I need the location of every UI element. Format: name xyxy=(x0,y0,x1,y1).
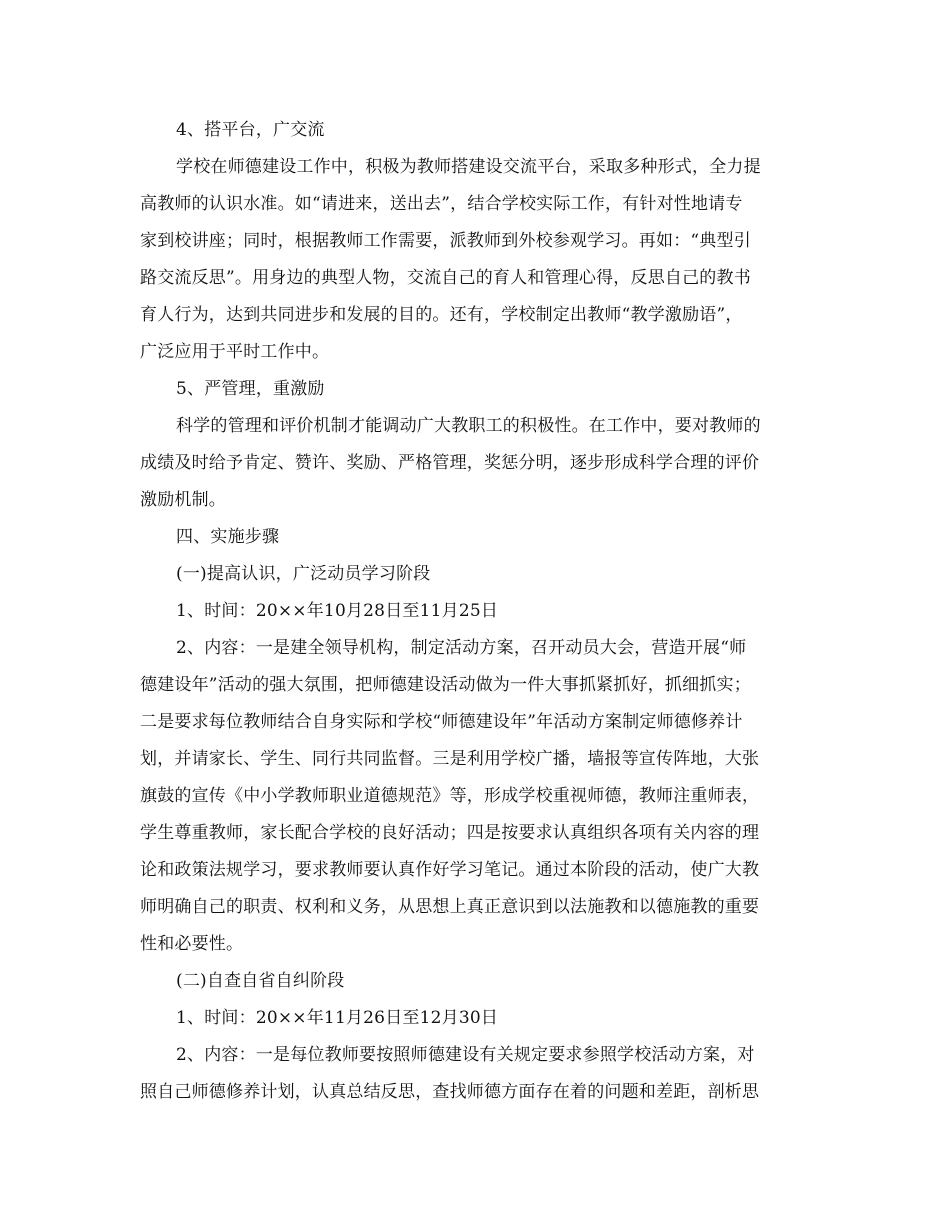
paragraph-line: 二是要求每位教师结合自身实际和学校“师德建设年”年活动方案制定师德修养计 xyxy=(140,712,743,732)
paragraph-line: 德建设年”活动的强大氛围，把师德建设活动做为一件大事抓紧抓好，抓细抓实； xyxy=(140,675,751,695)
paragraph-line: 2、内容：一是建全领导机构，制定活动方案，召开动员大会，营造开展“师 xyxy=(176,638,747,658)
paragraph-line: 划，并请家长、学生、同行共同监督。三是利用学校广播，墙报等宣传阵地，大张 xyxy=(140,749,760,769)
paragraph-line: 2、内容：一是每位教师要按照师德建设有关规定要求参照学校活动方案，对 xyxy=(176,1045,755,1065)
paragraph-line: 旗鼓的宣传《中小学教师职业道德规范》等，形成学校重视师德，教师注重师表， xyxy=(140,786,760,806)
paragraph-line: 学生尊重教师，家长配合学校的良好活动；四是按要求认真组织各项有关内容的理 xyxy=(140,823,760,843)
paragraph-line: 学校在师德建设工作中，积极为教师搭建设交流平台，采取多种形式，全力提 xyxy=(176,157,761,177)
heading-4: 4、搭平台，广交流 xyxy=(176,120,325,140)
paragraph-line: 育人行为，达到共同进步和发展的目的。还有，学校制定出教师“教学激励语”， xyxy=(140,305,743,325)
paragraph-line: 成绩及时给予肯定、赞许、奖励、严格管理，奖惩分明，逐步形成科学合理的评价 xyxy=(140,453,760,473)
paragraph-line: 科学的管理和评价机制才能调动广大教职工的积极性。在工作中，要对教师的 xyxy=(176,416,761,436)
time-line: 1、时间：20××年11月26日至12月30日 xyxy=(176,1008,499,1028)
paragraph-line: 师明确自己的职责、权利和义务，从思想上真正意识到以法施教和以德施教的重要 xyxy=(140,897,760,917)
paragraph-line: 照自己师德修养计划，认真总结反思，查找师德方面存在着的问题和差距，剖析思 xyxy=(140,1082,760,1102)
paragraph-line: 广泛应用于平时工作中。 xyxy=(140,342,330,362)
subsection-heading: (一)提高认识，广泛动员学习阶段 xyxy=(176,564,431,584)
time-line: 1、时间：20××年10月28日至11月25日 xyxy=(176,601,499,621)
subsection-heading: (二)自查自省自纠阶段 xyxy=(176,971,345,991)
paragraph-line: 论和政策法规学习，要求教师要认真作好学习笔记。通过本阶段的活动，使广大教 xyxy=(140,860,760,880)
paragraph-line: 家到校讲座；同时，根据教师工作需要，派教师到外校参观学习。再如：“典型引 xyxy=(140,231,751,251)
section-heading: 四、实施步骤 xyxy=(176,527,280,547)
paragraph-line: 路交流反思”。用身边的典型人物，交流自己的育人和管理心得，反思自己的教书 xyxy=(140,268,751,288)
paragraph-line: 激励机制。 xyxy=(140,490,226,510)
paragraph-line: 性和必要性。 xyxy=(140,934,244,954)
heading-5: 5、严管理，重激励 xyxy=(176,379,325,399)
paragraph-line: 高教师的认识水准。如“请进来，送出去”，结合学校实际工作，有针对性地请专 xyxy=(140,194,743,214)
